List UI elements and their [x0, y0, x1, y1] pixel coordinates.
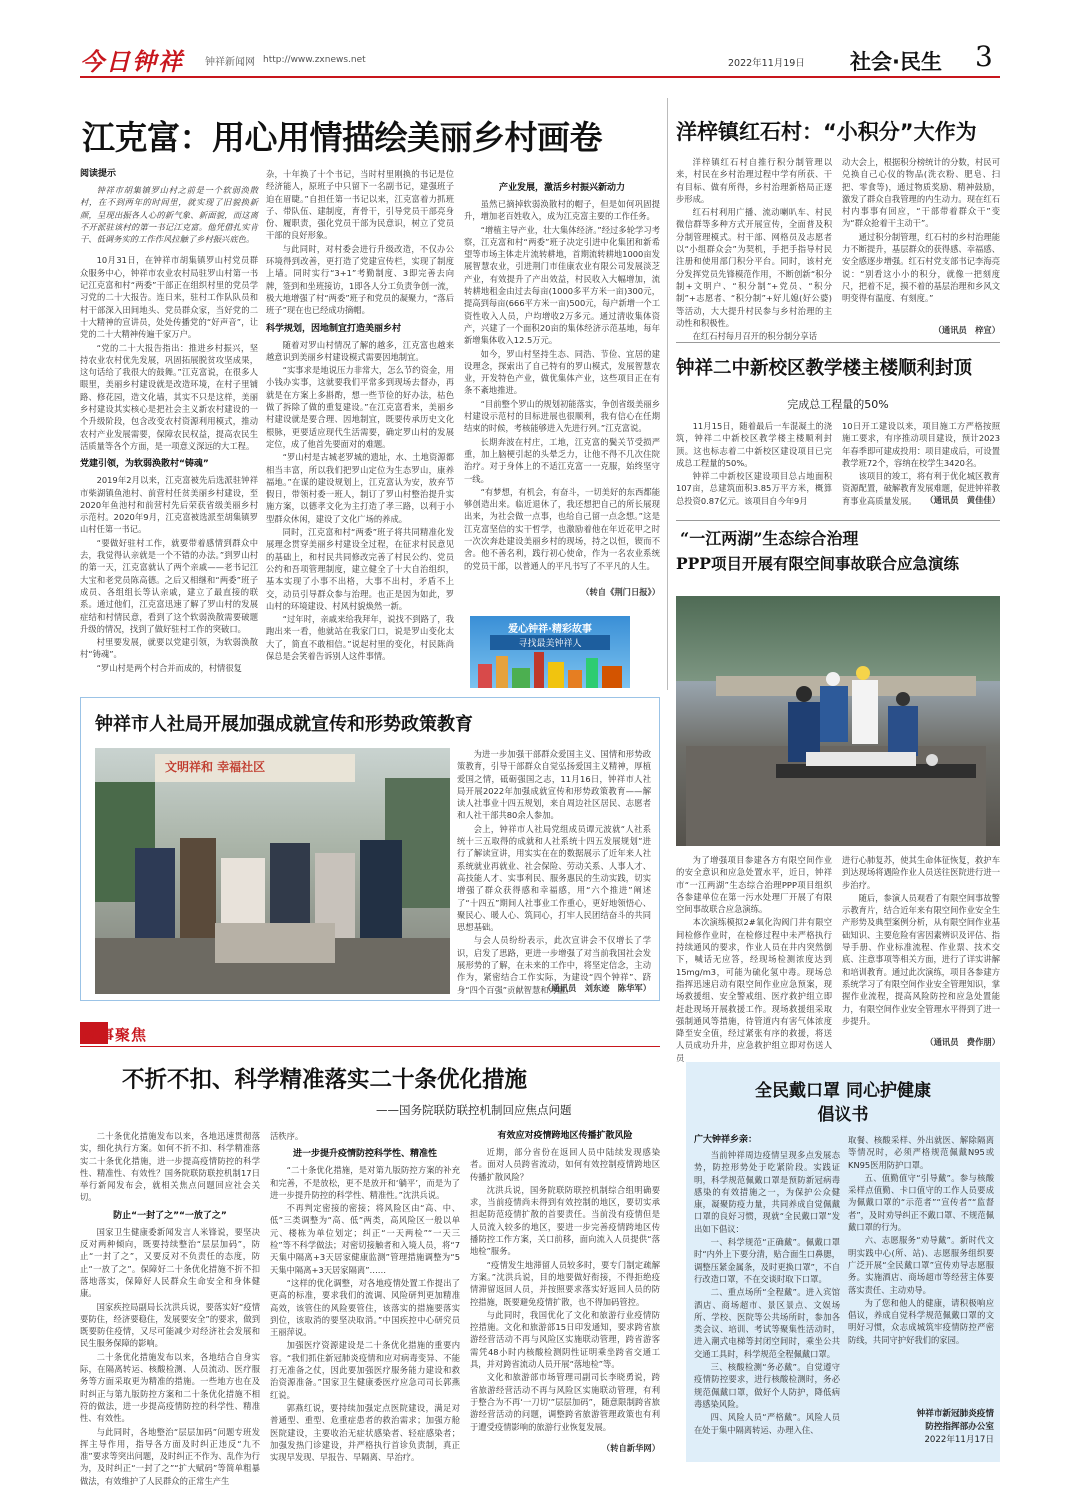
section-divider	[676, 520, 1000, 521]
paragraph: 进行心肺复苏，使其生命体征恢复，救护车到达现场将遇险作业人员送往医院进行进一步治疗。	[842, 855, 1000, 890]
paragraph: 10月31日，在钟祥市胡集镇罗山村党员群众服务中心，钟祥市农业农村局驻罗山村第一书记江克富和村“两委”干部正在组织村里的党员学习党的二十大报告。连日来，驻村工作队队员和村干部深入田间地头、党员群众家，当好党的二十大精神的宣讲员，处处传播党的“好声音”，让党的二十大精神传遍千家万户。	[80, 255, 258, 340]
article-hongshi-village	[676, 98, 1000, 340]
article-column	[676, 156, 832, 342]
paragraph: 在红石村每月召开的积分制分享话	[692, 331, 818, 342]
article-title: 江克富：用心用情描绘美丽乡村画卷	[82, 118, 602, 157]
lead-label: 阅读提示	[80, 169, 117, 179]
masthead	[0, 0, 1078, 80]
paragraph: “疫情发生地滞留人员较多时，要专门制定疏解方案。”沈洪兵说，目的地要做好衔接，不得拒绝疫情滞留返回人员，并按照要求落实好返回人员的防控措施，既要避免疫情扩散，也不得加码管控。	[470, 1259, 660, 1307]
paragraph: 为进一步加强干部群众爱国主义、国情和形势政策教育，引导干部群众自觉弘扬爱国主义精神，厚植爱国之情，砥砺强国之志，11月16日，钟祥市人社局开展2022年加强成就宣传和形势政策教育——解读人社事业十四五规划，来自周边社区居民、志愿者和人社干部共80余人参加。	[457, 749, 651, 821]
banner-line: 爱心钟祥·精彩故事	[508, 624, 592, 635]
paragraph: 郭燕红说，要持续加强定点医院建设，满足对普通型、重型、危重症患者的救治需求；加强方舱医院建设，主要收治无症状感染者、轻症感染者；加强发热门诊建设，并严格执行首诊负责制，真正实现早发现、早报告、早隔离、早治疗。	[270, 1402, 460, 1463]
subheading: 防止“一封了之”“一放了之”	[113, 1210, 227, 1221]
page-number: 3	[975, 40, 993, 73]
paragraph: 村里要发展，就要以党建引领，为软弱涣散村“铸魂”。	[80, 637, 258, 660]
city-skyline-graphic	[470, 650, 630, 688]
paragraph: 国家疾控局副局长沈洪兵说，要落实好“疫情要防住，经济要稳住，发展要安全”的要求，做到既要防住疫情，又尽可能减少对经济社会发展和民生服务保障的影响。	[80, 1301, 260, 1349]
article-column	[842, 854, 1000, 1034]
byline: （通讯员 梓宣）	[933, 325, 1000, 335]
paragraph: 长期奔波在村庄，工地，江克富的鬓关节受损严重，加上脑梗引起的头晕乏力，让他不得不几次住院治疗。对于身体上的不适江克富一一克服，始终坚守一线。	[464, 436, 660, 484]
subheading: 科学规划，因地制宜打造美丽乡村	[266, 323, 402, 334]
paragraph: 与会人员纷纷表示，此次宣讲会不仅增长了学识，启发了思路，更进一步增强了对当前我国社会发展形势的了解，在未来的工作中，将坚定信念，主动作为，紧密结合工作实际，为建设“四个钟祥”、跻身“四个百强”贡献智慧和力量。	[457, 935, 651, 995]
issue-date: 2022年11月19日	[728, 58, 805, 69]
subheading: 产业发展，激活乡村振兴新动力	[498, 183, 625, 193]
lead-paragraph: 钟祥市胡集镇罗山村之前是一个软弱涣散村，在不到两年的时间里，就实现了旧貌换新颜，呈现出振各人心的新气象、新面貌，而这离不开派驻该村的第一书记江克富。他凭借扎实肯干、低调务实的工作作风拉触了乡村振兴底色。	[80, 185, 258, 245]
paragraph: “罗山村是古城老罗城的遗址，水、土地资源都相当丰富，所以我们把罗山定位为生态罗山，康养福地。”在谋的建设规划上，江克富认为安，放弃节假日，带领村委一班人，制订了罗山村整治提升实施方案，以德孝文化为主打造了孝三路，以利于小型群众休闲，建设了文化广场的养成。	[266, 452, 454, 524]
newspaper-logo: 今日钟祥	[80, 47, 184, 76]
section-name: 社会·民生	[850, 50, 942, 74]
article-emergency-drill	[676, 524, 1000, 1063]
byline: （转自新华网）	[601, 1443, 660, 1453]
signature-line: 防控指挥部办公室	[925, 1422, 994, 1432]
article-title: “一江两湖”生态综合治理	[680, 529, 859, 548]
drill-photo	[676, 596, 1000, 846]
article-column	[80, 168, 258, 698]
mask-proposal-box	[686, 1062, 1000, 1462]
paragraph: 二十条优化措施发布以来，各地迅速贯彻落实，细化执行方案。如何不折不扣、科学精准落实二十条优化措施，进一步提高疫情防控的科学性、精准性、有效性？国务院联防联控机制17日举行新闻发布会，就相关焦点问题回应社会关切。	[80, 1131, 260, 1203]
paragraph: 二十条优化措施发布以来，各地结合自身实际，在隔离转运、核酸检测、人员流动、医疗服务等方面采取更为精准的措施。一些地方也在及时纠正与第九版防控方案和二十条优化措施不相符的做法，进一步提高疫情防控的科学性、精准性、有效性。	[80, 1351, 260, 1424]
article-hr-bureau	[80, 697, 660, 1001]
article-column	[464, 182, 660, 602]
paragraph: 五、值勤值守“引导戴”。参与核酸采样点值勤、卡口值守的工作人员要成为佩戴口罩的“示范者”“宣传者”“监督者”，及时劝导纠正不戴口罩、不规范佩戴口罩的行为。	[848, 1172, 994, 1233]
paragraph: 洋梓镇红石村自推行积分制管理以来，村民在乡村治理过程中学有所获、干有目标、做有所得，乡村治理新格局正逐步形成。	[676, 157, 832, 204]
paragraph: 与此同时，我国优化了文化和旅游行业疫情防控措施。文化和旅游部15日印发通知，要求跨省旅游经营活动不再与风险区实施联动管理，跨省游客需凭48小时内核酸检测阴性证明乘坐跨省交通工具，并对跨省流动人员开展“落地检”等。	[470, 1309, 660, 1370]
tag-rule	[80, 1046, 660, 1047]
byline: （转自《荆门日报》）	[581, 587, 660, 597]
article-column	[676, 854, 832, 1063]
article-column	[676, 420, 832, 516]
paragraph: 加强医疗资源建设是二十条优化措施的重要内容。“我们抓住新冠肺炎疫情和应对病毒变异、不能打无准备之仗，因此要加强医疗服务能力建设和救治资源准备。”国家卫生健康委医疗应急司司长郭燕红说。	[270, 1340, 460, 1400]
campaign-banner	[470, 616, 630, 688]
paragraph: 随后，参演人员观看了有限空间事故警示教育片，结合近年来有限空间作业安全生产形势及典型案例分析，从有限空间作业基础知识、主要危险有害因素辨识及评估、指导手册、作业标准流程、作业票、技术交底、注意事项等相关方面，进行了详实讲解和培训教育。通过此次演练，项目各参建方系统学习了有限空间作业安全管理知识，掌握作业流程，提高风险防控和应急处置能力，有限空间作业安全管理水平得到了进一步提升。	[842, 892, 1000, 1026]
paragraph: 同时，江克富和村“两委”班子将共同精准化发展理念贯穿美丽乡村建设全过程，在征求村民意见的基础上，和村民共同修改完善了村民公约、党员公约和吾项管理制度，建立健全了十大自治组织，基本实现了小事不出格，大事不出村，矛盾不上交，动员引导群众参与治理。也正是因为如此，罗山村的环境建设、村风村貌焕然一新。	[266, 527, 454, 611]
paragraph: 11月15日，随着最后一车混凝土的浇筑，钟祥二中新校区教学楼主楼顺利封顶。这也标志着二中新校区建设项目已完成总工程量的50%。	[676, 421, 832, 468]
paragraph: 文化和旅游部市场管理司副司长李晓勇说，跨省旅游经营活动不再与风险区实施联动管理，有利于整合为不再‘一刀切’”层层加码”，随意限制跨省旅游经营活动的问题，调整跨省旅游管理政策也有利于遭受疫情影响的旅游行业恢复发展。	[470, 1372, 660, 1432]
section-divider	[676, 342, 1000, 343]
paragraph: “要做好驻村工作，就要带着感情到群众中去，我觉得认亲就是一个不错的办法。”到罗山村的第一天，江克富就认了两个亲戚——老书记江大宝和老党员陈高德。之后又相继和“两委”班子成员、各组组长等认亲戚，建立了最直接的联系。通过他们，江克富迅速了解了罗山村的发展症结和村情民意，看到了这个软弱涣散需要破题升级的情况，找到了做好驻村工作的突破口。	[80, 537, 258, 634]
paragraph: 一、科学规范“正确戴”。佩戴口罩时“内外上下要分清，贴合面生口鼻腮，调整压紧金属条，及时更换口罩”，不自行改造口罩，不在交谈时取下口罩。	[694, 1237, 840, 1284]
paragraph: 不再判定密接的密接；将风险区由“高、中、低”三类调整为“高、低”两类，高风险区一般以单元、楼栋为单位划定；纠正“一天两检”“一天三检”等不科学做法；对密切接触者和入境人员，将“7天集中隔离+3天居家健康监测”管理措施调整为“5天集中隔离+3天居家隔离”……	[270, 1203, 460, 1275]
paragraph: 活秩序。	[270, 1131, 304, 1141]
article-column	[842, 420, 1000, 504]
article-jiang-kefu	[80, 98, 660, 698]
signature-line: 钟祥市新冠肺炎疫情	[916, 1409, 994, 1419]
paragraph: 会上，钟祥市人社局党组成员谭元波就“人社系统十三五取得的成就和人社系统十四五发展规划”进行了解读宣讲，用实实在在的数据展示了近年来人社系统就业再就业、社会保险、劳动关系、人事人才、高技能人才、实事利民、服务惠民的生动实践，切实增强了群众获得感和幸福感，用“六个推进”阐述了“十四五”期间人社事业工作重心，更好地领悟心、聚民心、暖人心、筑同心，打牢人民团结奋斗的共同思想基础。	[457, 823, 651, 933]
column-divider	[667, 98, 668, 690]
paragraph: 与此同时，对村委会进行升级改造，不仅办公环境得到改善，更打造了党建宣传栏，实现了制度上墙。同时实行“3+1”考勤制度、3即完善去向牌，签到和坐班接访，1即各人分工负责争创一流，极大地增强了村“两委”班子和党员的凝聚力，“落后班子”现在也已经成功摘帽。	[266, 243, 454, 316]
paragraph: 为了您和他人的健康，请积极响应倡议，养成自觉科学规范佩戴口罩的文明好习惯，众志成城筑牢疫情防控严密防线，共同守护好我们的家园。	[848, 1297, 994, 1345]
paragraph: 随着对罗山村情况了解的越多，江克富也越来越意识到美丽乡村建设模式需要因地制宜。	[266, 339, 454, 362]
signature-date: 2022年11月17日	[924, 1435, 994, 1445]
paragraph: 四、风险人员“严格戴”。风险人员在处于集中隔离转运、办理入住、	[694, 1412, 840, 1435]
article-school-building	[676, 348, 1000, 516]
article-covid-measures	[80, 1022, 660, 1486]
paragraph: 取餐、核酸采样、外出就医、解除隔离等情况时，必须严格规范佩戴N95或KN95医用防护口罩。	[848, 1135, 994, 1170]
tag-label: 时事聚焦	[83, 1026, 148, 1044]
paragraph: 红石村利用广播、流动喇叭车、村民微信群等多种方式开展宣传，全面普及积分制管理模式。村干部、网格员及志愿者以“小组群众会”为契机，手把手指导村民注册和使用部门积分平台。同时，该村充分发挥党员先锋模范作用，不断创新“积分制+文明户、“积分制”+党员、“积分制”+志愿者、“积分制”+好儿媳(好公婆)等活动，大大提升村民参与乡村治理的主动性和积极性。	[676, 207, 832, 328]
article-title: 钟祥市人社局开展加强成就宣传和形势政策教育	[95, 714, 473, 735]
paragraph: 本次演练模拟2#氧化沟阀门井有限空间检修作业时，在检修过程中未严格执行持续通风的要求，作业人员在井内突然倒下，喊话无应答，经现场检测浓度达到15mg/m3，可能为硫化氢中毒。现场总指挥迅速启动有限空间作业应急预案，现场救援组、安全警戒组、医疗救护组立即赶赴现场开展救援工作。现场救援组采取强制通风等措施，待管道内有害气体浓度降至安全值，经过紧张有序的救援，将送人员成功升井，应急救护组立即对伤送人员	[676, 917, 832, 1063]
paragraph: 六、志愿服务“劝导戴”。新时代文明实践中心(所、站)、志愿服务组织要广泛开展“全民戴口罩”宣传劝导志愿服务。实施酒店、商场超市等经营主体要落实责任、主动劝导。	[848, 1235, 994, 1295]
article-title: 洋梓镇红石村：“小积分”大作为	[676, 120, 977, 144]
paragraph: 钟祥二中新校区建设项目总占地面积107亩，总建筑面积3.85万平方米，概算总投资0.87亿元。该项目自今年9月	[676, 471, 832, 506]
paragraph: “增植主导产业，壮大集体经济。”经过多轮学习考察，江克富和村“两委”班子决定引进中化集团和新希望等市场主体走片流转耕地，首期流转耕地1000亩发展智慧农业，引进荆门市佳康农业有限公司发展淡芝产业，有效提升了产出效益，村民收入大幅增加，流转耕地租金由过去每亩(1000多平方米一亩)300元，提高到每亩(666平方米一亩)500元，每户新增一个工资性收入人员，户均增收2万多元。通过清收集体资产，兴建了一个面积20亩的集体经济示范基地，每年新增集体收入12.5万元。	[464, 224, 660, 346]
article-title: 不折不扣、科学精准落实二十条优化措施	[122, 1067, 528, 1093]
article-title: 钟祥二中新校区教学楼主楼顺利封顶	[676, 358, 973, 379]
masthead-rule	[80, 76, 1000, 78]
article-column	[266, 168, 454, 698]
article-subtitle: 完成总工程量的50%	[787, 398, 889, 411]
paragraph: 动大会上，根据积分榜统计的分数，村民可兑换自己心仪的物品(洗衣粉、肥皂、扫把、零食等)，通过物质奖励、精神鼓励，激发了群众自我管理的内生动力。现在红石村内事事有回应，“干部带着群众干”变为“群众抢着干主动干”。	[842, 157, 1000, 229]
byline: （通讯员 黄佳佳）	[925, 495, 1000, 505]
proposal-signature	[848, 1408, 994, 1454]
subheading: 进一步提升疫情防控科学性、精准性	[292, 1149, 437, 1160]
paragraph: “党的二十大报告指出：推进乡村振兴，坚持农业农村优先发展，巩固拓展脱贫攻坚成果，这句话给了我很大的鼓舞。”江克富说，在很多人眼里，美丽乡村建设就是改造环境，在村子里铺路、修花园，造文化墙，其实不只是这样，美丽乡村建设其实核心是把社会主义新农村建设的一个升级阶段，包含改变农村资源利用模式，推动农村产业发展需要，保障农民权益，提高农民生活质量等各个方面，是一项意义深远的大工程。	[80, 342, 258, 451]
paragraph: 杂，十年换了十个书记，当时村里刚换的书记是位经济能人，原班子中只留下一名副书记，建强班子迫在眉睫。”自担任第一书记以来，江克富着力抓班子、带队伍、建制度，育骨干，引导党员干部亮身份、履职责，强化党员干部为民意识，树立了党员干部的良好形象。	[266, 169, 454, 241]
paragraph: 如今，罗山村坚持生态、同浩、节俭、宜居的建设理念，探索出了自己特有的罗山模式，发展智慧农业，开发特色产业，做优集体产业，这些项目正在有条不紊地推进。	[464, 348, 660, 396]
paragraph: 虽然已摘掉软弱涣散村的帽子，但是如何巩固提升，增加老百姓收入，成为江克富主要的工作任务。	[464, 199, 660, 222]
paragraph: 为了增强项目参建各方有限空间作业的安全意识和应急处置水平，近日，钟祥市“一江两湖”生态综合治理PPP项目组织各参建单位在第一污水处理厂开展了有限空间事故联合应急演练。	[676, 855, 832, 915]
paragraph: “实事求是地说压力非常大，怎么节约资金，用小钱办实事，这就要我们平常多到现场去督办，再就是在方案上多斟酌，想一些节俭的好办法，枯色做了拆除了做的重复建设。”在江克富看来，美丽乡村建设就是要合理、因地制宜，既要传承历史文化根脉，更要适应现代生活需要，确定罗山村的发展定位，成了他首先要面对的难题。	[266, 365, 454, 449]
paragraph: “过年时，亲戚来给我拜年，说找不到路了，我跑出来一看，他就站在我家门口，说是罗山变化太大了，简直不敢相信。”说起村里的变化，村民陈尚保总是会笑着告诉别人这件事情。	[266, 614, 454, 661]
paragraph: 通过积分制管理，红石村的乡村治理能力不断提升，基层群众的获得感、幸福感、安全感逐步增强。红石村党支部书记李海亮说：“别看这小小的积分，就像一把刻度尺，把着不足，摸不着的基层治理和乡风文明变得有温度、有刻度。”	[842, 231, 1000, 304]
paragraph: 国家卫生健康委新闻发言人米锋说，要坚决反对两种倾向，既要持续整治“层层加码”，防止“一封了之”，又要反对不负责任的态度，防止“一放了之”。保障好二十条优化措施不折不扣落地落实，保障好人民群众生命安全和身体健康。	[80, 1226, 260, 1299]
site-url[interactable]: http://www.zxnews.net	[263, 55, 366, 65]
meeting-photo	[95, 748, 450, 994]
paragraph: 近期，部分省份在返回人员中陆续发现感染者。面对人员跨省流动，如何有效控制疫情跨地区传播扩散风险？	[470, 1147, 660, 1182]
paragraph: “二十条优化措施，是对第九版防控方案的补充和完善，不是放松，更不是放开和‘躺平’，而是为了进一步提升防控的科学性、精准性。”沈洪兵说。	[270, 1165, 460, 1200]
article-column	[270, 1130, 460, 1462]
paragraph: 沈洪兵说，国务院联防联控机制综合组明确要求，当前疫情尚未得到有效控制的地区，要切实承担起防范疫情扩散的首要责任。当前没有疫情但是人员流入较多的地区，要进一步完善疫情跨地区传播防控工作方案，关口前移，面向流入人员提供“落地检”服务。	[470, 1184, 660, 1257]
salutation: 广大钟祥乡亲：	[694, 1135, 758, 1145]
proposal-title: 全民戴口罩 同心护健康	[755, 1081, 931, 1101]
proposal-column	[694, 1134, 840, 1458]
article-column	[470, 1130, 660, 1442]
byline: （通讯员 刘东迹 陈华军）	[543, 983, 651, 993]
byline: （通讯员 费作朋）	[925, 1037, 1000, 1047]
proposal-column	[848, 1134, 994, 1402]
paragraph: 该项目的竣工，将有利于优化城区教育资源配置，破解教育发展难题，促进钟祥教育事业高质量发展。	[842, 471, 1000, 506]
paragraph: 2019年2月以来，江克富被先后选派驻钟祥市柴湖镇鱼池村、前营村任贫美丽乡村建设，至2020年鱼池村和前营村先后荣获省级美丽乡村示范村。2020年9月，江克富被选派至胡集镇罗山村任第一书记。	[80, 475, 258, 535]
current-affairs-tag	[80, 1022, 160, 1044]
paragraph: “罗山村是两个村合并而成的，村情很复	[96, 662, 242, 673]
paragraph: 与此同时，各地整治“层层加码”问题专班发挥主导作用，指导各方面及时纠正违反“九不准”要求等突出问题，及时纠正不作为、乱作为行为，及时纠正“一封了之”“扩大赋码”等简单粗暴做法，有效维护了人民群众的正常生产生	[80, 1426, 260, 1486]
paragraph: 三、核酸检测“务必戴”。自觉遵守疫情防控要求，进行核酸检测时，务必规范佩戴口罩，做好个人防护，降低病毒感染风险。	[694, 1362, 840, 1409]
paragraph: 二、重点场所“全程戴”。进入宾馆酒店、商场超市、景区景点、文娱场所、学校、医院等公共场所时，参加各类会议、培训、考试等聚集性活动时，进入潮式电梯等封闭空间时，乘坐公共交通工具时，科学规范全程佩戴口罩。	[694, 1287, 840, 1359]
subheading: 党建引领，为软弱涣散村“铸魂”	[80, 459, 209, 470]
article-title: PPP项目开展有限空间事故联合应急演练	[676, 554, 959, 573]
article-subtitle: ——国务院联防联控机制回应焦点问题	[376, 1103, 572, 1117]
banner-text: 文明祥和 幸福社区	[165, 760, 266, 774]
paragraph: “这样的优化调整，对各地疫情处置工作提出了更高的标准，要求我们的流调、风险研判更加精准高效，该管住的风险要管住，该落实的措施要落实到位，该取消的要坚决取消。”中国疾控中心研究员王丽萍说。	[270, 1277, 460, 1338]
site-name: 钟祥新闻网	[205, 57, 255, 68]
paragraph: 当前钟祥周边疫情呈现多点发展态势，防控形势处于吃紧阶段。实践证明，科学规范佩戴口罩是预防新冠病毒感染的有效措施之一，为保护公众健康，凝聚防疫力量，共同养成自觉佩戴口罩的良好习惯，现就“全民戴口罩”发出如下倡议：	[694, 1150, 840, 1234]
paragraph: “有梦想，有机会，有奋斗，一切美好的东西都能够创造出来。临近退休了，我还想把自己的所长展现出来，为社会做一点事，也给自己留一点念想。”这是江克富坚信的实干哲学，也激励着他在年近花甲之时一次次奔赴建设美丽乡村的现场，持之以恒，锲而不舍。他不善名利，践行初心使命，作为一名农业系统的党员干部，以普通人的平凡书写了不平凡的人生。	[464, 486, 660, 571]
proposal-title: 倡议书	[817, 1105, 869, 1125]
subheading: 有效应对疫情跨地区传播扩散风险	[497, 1131, 633, 1141]
article-column	[842, 156, 1000, 326]
article-column	[80, 1130, 260, 1486]
banner-line: 寻找最美钟祥人	[490, 635, 610, 650]
paragraph: “目前整个罗山的规划初能落实，争创省级美丽乡村建设示范村的目标进展也很顺利，我有信心在任期结束的时候，考核能够进入先进行列。”江克富说。	[464, 398, 660, 434]
paragraph: 10日开工建设以来，项目施工方严格按照施工要求，有序推动项目建设，预计2023年春季即可建成投用：项目建成后，可设置教学班72个，容纳在校学生3420名。	[842, 421, 1000, 468]
